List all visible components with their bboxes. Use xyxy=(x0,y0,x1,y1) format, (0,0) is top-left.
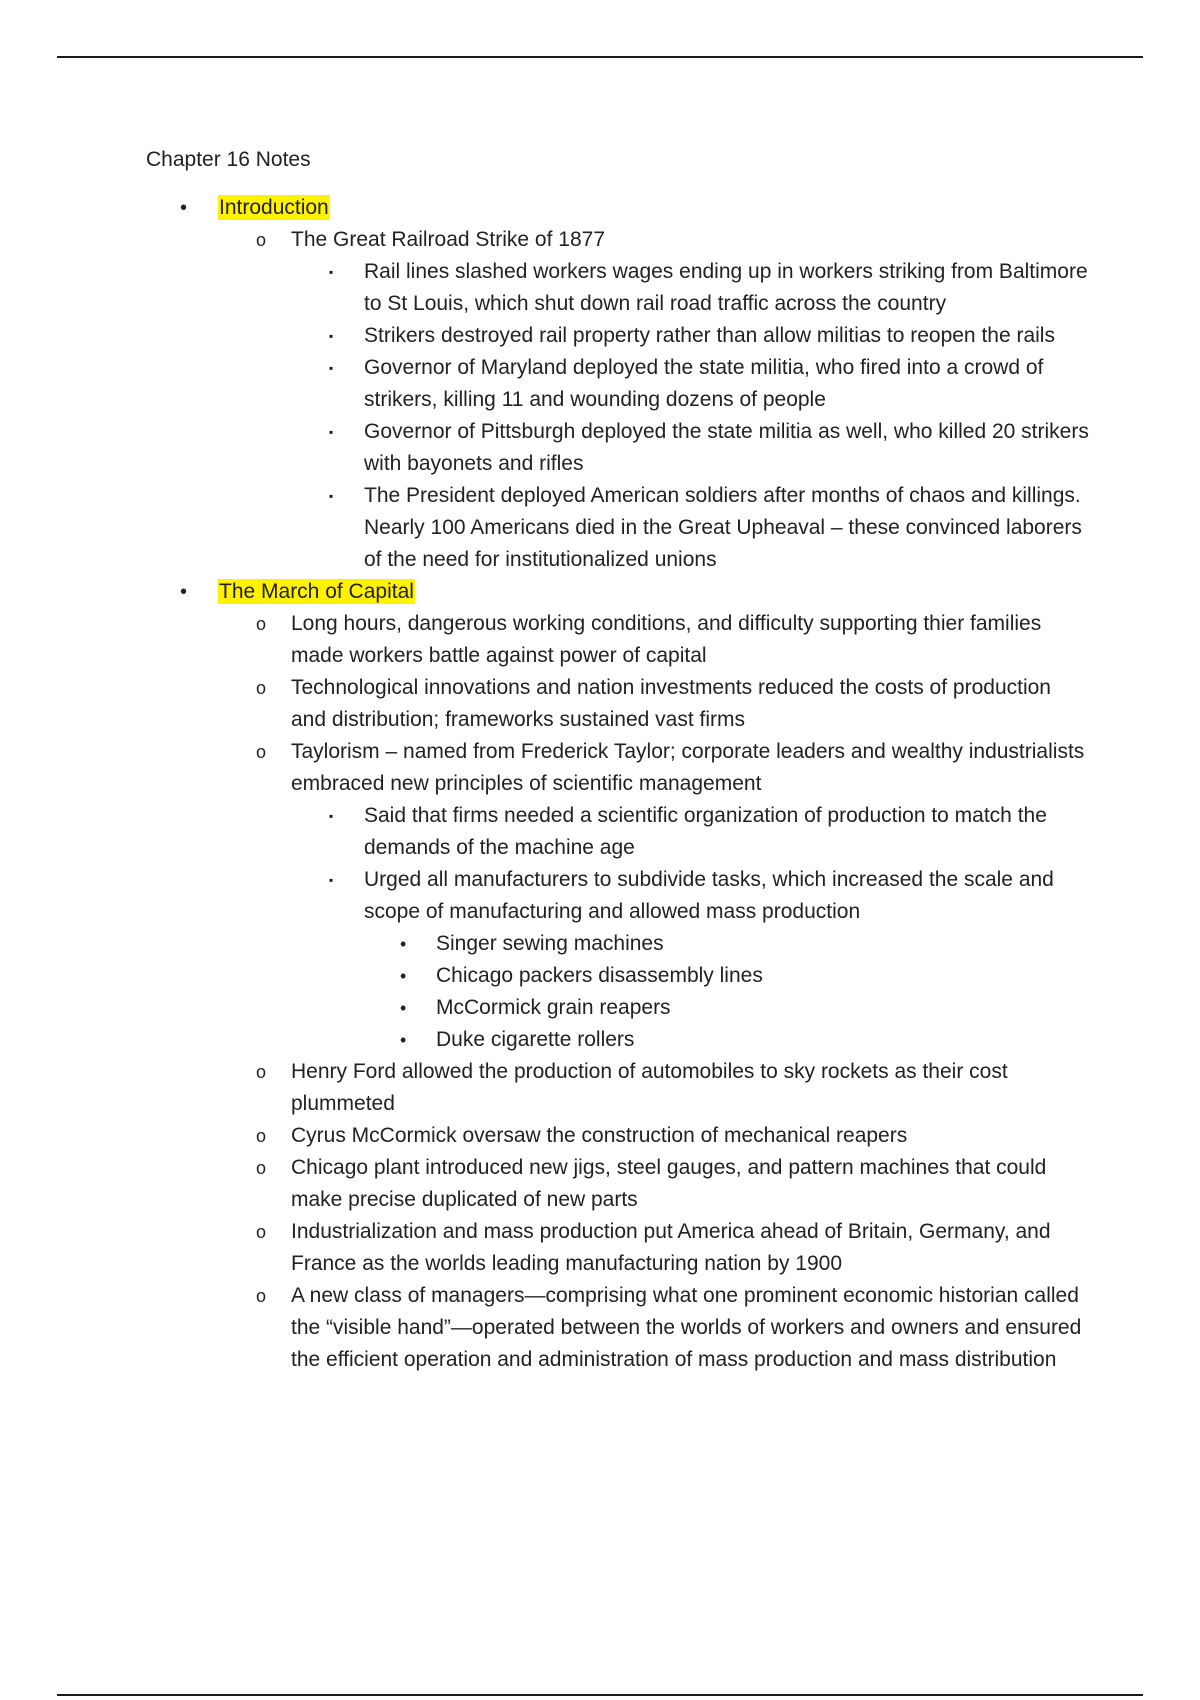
list-item xyxy=(0,1024,1096,1056)
list-item-text: Technological innovations and nation investments reduced the costs of production and distribution; frameworks sustained vast firms xyxy=(291,676,1051,731)
list-item xyxy=(0,1120,1091,1152)
list-item-text: Governor of Pittsburgh deployed the state militia as well, who killed 20 strikers with bayonets and rifles xyxy=(364,420,1089,475)
list-item-text: Said that firms needed a scientific organization of production to match the demands of the machine age xyxy=(364,804,1047,859)
list-item xyxy=(0,672,1091,736)
list-item-text: Singer sewing machines xyxy=(436,932,664,955)
square-bullet-icon: ▪ xyxy=(329,361,334,375)
list-item-text: The Great Railroad Strike of 1877 xyxy=(291,228,605,251)
header-rule xyxy=(57,56,1143,58)
square-bullet-icon: ▪ xyxy=(329,425,334,439)
list-item xyxy=(0,1216,1091,1280)
hollow-bullet-icon: o xyxy=(256,1126,267,1146)
list-item-text: Cyrus McCormick oversaw the construction of mechanical reapers xyxy=(291,1124,908,1147)
bullet-icon: • xyxy=(400,1030,407,1050)
list-item-text: Duke cigarette rollers xyxy=(436,1028,635,1051)
list-item xyxy=(0,864,1094,928)
list-item-text: Rail lines slashed workers wages ending up in workers striking from Baltimore to St Louis, which shut down rail road traffic across the country xyxy=(364,260,1088,315)
list-item xyxy=(0,224,1091,256)
list-item xyxy=(0,960,1096,992)
list-item-text: Chicago packers disassembly lines xyxy=(436,964,763,987)
list-item-text: Taylorism – named from Frederick Taylor; corporate leaders and wealthy industrialists embraced new principles of scientific management xyxy=(291,740,1085,795)
list-item xyxy=(0,800,1094,864)
bullet-icon: • xyxy=(180,581,188,603)
list-item xyxy=(0,1152,1091,1216)
list-item xyxy=(0,608,1091,672)
list-item-text: Strikers destroyed rail property rather than allow militias to reopen the rails xyxy=(364,324,1055,347)
bullet-icon: • xyxy=(400,966,407,986)
list-item-text: The President deployed American soldiers after months of chaos and killings. Nearly 100 Americans died in the Great Upheaval – these convinced laborers of the need for institutionalized unions xyxy=(364,484,1082,571)
list-item xyxy=(0,352,1094,416)
list-item-text: McCormick grain reapers xyxy=(436,996,671,1019)
list-item xyxy=(0,736,1091,800)
list-item-text: Henry Ford allowed the production of automobiles to sky rockets as their cost plummeted xyxy=(291,1060,1008,1115)
section-heading: The March of Capital xyxy=(219,580,414,603)
hollow-bullet-icon: o xyxy=(256,678,267,698)
list-item xyxy=(0,992,1096,1024)
list-item xyxy=(0,480,1094,576)
square-bullet-icon: ▪ xyxy=(329,489,334,503)
square-bullet-icon: ▪ xyxy=(329,265,334,279)
list-item xyxy=(0,928,1096,960)
list-item-text: Industrialization and mass production put America ahead of Britain, Germany, and France as the worlds leading manufacturing nation by 1900 xyxy=(291,1220,1051,1275)
notes-body xyxy=(0,192,1200,1376)
list-item xyxy=(0,1056,1091,1120)
list-item-text: Chicago plant introduced new jigs, steel gauges, and pattern machines that could make precise duplicated of new parts xyxy=(291,1156,1047,1211)
hollow-bullet-icon: o xyxy=(256,742,267,762)
section-march-of-capital xyxy=(0,576,1200,608)
hollow-bullet-icon: o xyxy=(256,1222,267,1242)
footer-rule xyxy=(57,1694,1143,1696)
document-title: Chapter 16 Notes xyxy=(146,148,311,171)
square-bullet-icon: ▪ xyxy=(329,809,334,823)
list-item xyxy=(0,256,1094,320)
square-bullet-icon: ▪ xyxy=(329,873,334,887)
list-item xyxy=(0,320,1094,352)
bullet-icon: • xyxy=(400,998,407,1018)
bullet-icon: • xyxy=(180,197,188,219)
list-item-text: Urged all manufacturers to subdivide tasks, which increased the scale and scope of manufacturing and allowed mass production xyxy=(364,868,1054,923)
hollow-bullet-icon: o xyxy=(256,1062,267,1082)
hollow-bullet-icon: o xyxy=(256,1158,267,1178)
hollow-bullet-icon: o xyxy=(256,614,267,634)
list-item xyxy=(0,1280,1091,1376)
section-introduction xyxy=(0,192,1200,224)
hollow-bullet-icon: o xyxy=(256,230,267,250)
list-item-text: Long hours, dangerous working conditions, and difficulty supporting thier families made workers battle against power of capital xyxy=(291,612,1042,667)
section-heading: Introduction xyxy=(219,196,329,219)
square-bullet-icon: ▪ xyxy=(329,329,334,343)
list-item-text: Governor of Maryland deployed the state militia, who fired into a crowd of strikers, killing 11 and wounding dozens of people xyxy=(364,356,1044,411)
bullet-icon: • xyxy=(400,934,407,954)
hollow-bullet-icon: o xyxy=(256,1286,267,1306)
list-item-text: A new class of managers—comprising what one prominent economic historian called the “visible hand”—operated between the worlds of workers and owners and ensured the efficient operation and administration of mass production and mass distribution xyxy=(291,1284,1082,1371)
list-item xyxy=(0,416,1094,480)
